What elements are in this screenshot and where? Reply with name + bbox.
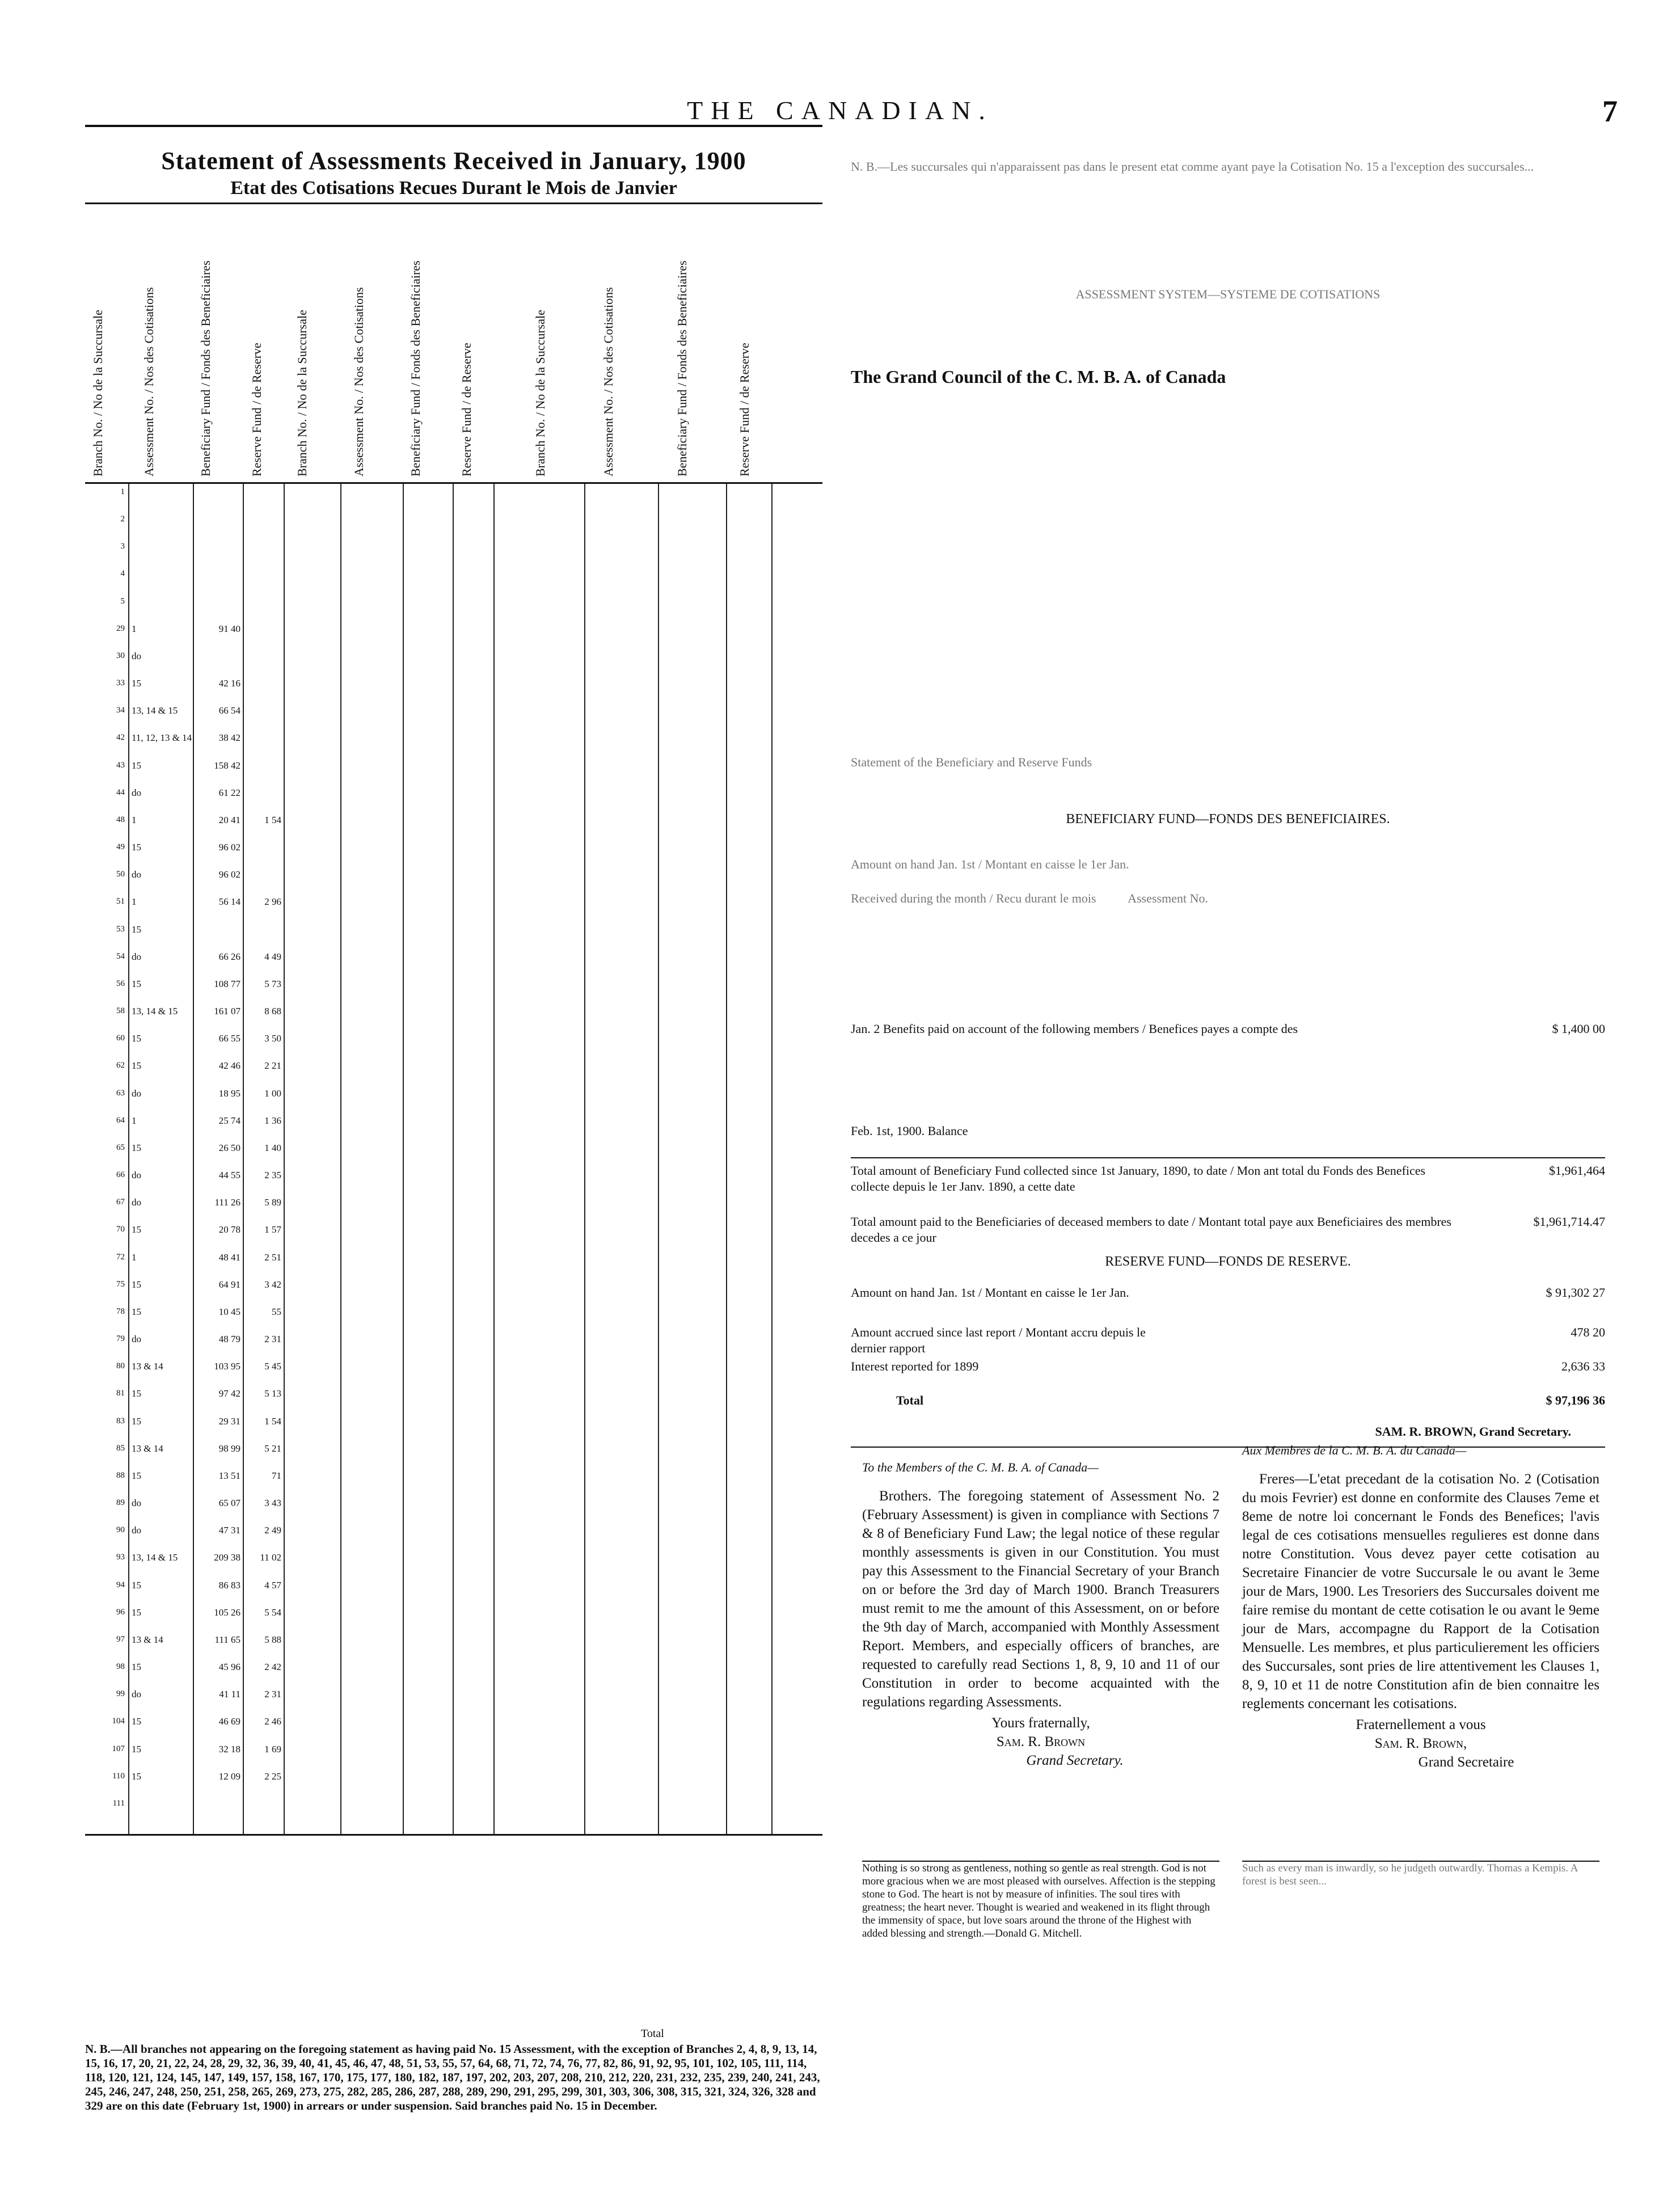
total-collected-label: Total amount of Beneficiary Fund collected since 1st January, 1890, to date / Mon ant total du Fonds des Benefices collecte depuis le 1er Janv. 1890, a cette date (851, 1163, 1426, 1194)
nb-note: N. B.—All branches not appearing on the foregoing statement as having paid No. 15 Assessment, with the exception of Branches 2, 4, 8, 9, 13, 14, 15, 16, 17, 20, 21, 22, 24, 28, 29, 32, 36, 39, 40, 41, 45, 46, 47, 48, 51, 53, 55, 57, 64, 68, 71, 72, 74, 76, 77, 82, 86, 91, 92, 95, 101, 102, 105, 111, 114, 118, 120, 121, 124, 145, 147, 149, 157, 158, 167, 170, 175, 177, 180, 182, 187, 197, 202, 203, 207, 208, 210, 212, 220, 231, 232, 235, 239, 240, 241, 243, 245, 246, 247, 248, 250, 251, 258, 265, 269, 273, 275, 282, 285, 286, 287, 288, 289, 290, 291, 295, 299, 301, 303, 306, 308, 315, 321, 324, 326, 328 and 329 are on this date (February 1st, 1900) in arrears or under suspension. Said branches paid No. 15 in December. (85, 2042, 820, 2112)
reserve-fund-cell: 2 25 (264, 1771, 281, 1782)
beneficiary-fund-cell: 26 50 (218, 1142, 240, 1153)
beneficiary-fund-cell: 48 79 (218, 1334, 240, 1344)
table-row (85, 705, 822, 716)
branch-no-cell: 70 (116, 1225, 125, 1234)
table-row (85, 1743, 822, 1755)
total-paid-line (851, 1214, 1605, 1246)
branch-no-cell: 66 (116, 1170, 125, 1179)
res-line-amount: 478 20 (1571, 1325, 1605, 1339)
assessment-no-cell: 15 (132, 1771, 141, 1782)
branch-no-cell: 111 (112, 1799, 125, 1808)
col-header: Branch No. / No de la Succursale (91, 310, 105, 476)
quote-box-left: Nothing is so strong as gentleness, nothing so gentle as real strength. God is not more gracious when we are most pleased with ourselves. Affection is the stepping stone to God. The heart is not by measure of infinities. The soul tires with greatness; the heart never. Thought is wearied and weakened in its flight through the immensity of space, but love soars around the throne of the Highest with added blessing and strength.—Donald G. Mitchell. (862, 1861, 1219, 1940)
table-row (85, 951, 822, 963)
letter-en-title: Grand Secretary. (1026, 1753, 1124, 1768)
ben-line-amount: Assessment No. (1128, 891, 1208, 905)
table-row (85, 623, 822, 635)
table-row (85, 1661, 822, 1673)
table-row (85, 1579, 822, 1591)
assessment-no-cell: 15 (132, 1470, 141, 1481)
beneficiary-fund-cell: 42 46 (218, 1060, 240, 1071)
branch-no-cell: 54 (116, 952, 125, 961)
branch-no-cell: 97 (116, 1635, 125, 1644)
beneficiary-fund-cell: 12 09 (218, 1771, 240, 1782)
assessment-no-cell: do (132, 1170, 141, 1180)
branch-no-cell: 62 (116, 1061, 125, 1070)
table-row (85, 1497, 822, 1509)
table-row (85, 541, 822, 553)
table-row (85, 1551, 822, 1563)
reserve-fund-cell: 1 36 (264, 1115, 281, 1126)
table-row (85, 677, 822, 689)
total-collected-line (851, 1163, 1605, 1195)
total-paid-amount: $1,961,714.47 (1533, 1215, 1605, 1229)
ben-line (851, 857, 1605, 872)
table-row (85, 1715, 822, 1727)
table-row (85, 1606, 822, 1618)
table-row (85, 513, 822, 525)
table-row (85, 868, 822, 880)
reserve-fund-cell: 11 02 (260, 1552, 281, 1563)
branch-no-cell: 81 (116, 1389, 125, 1398)
col-header: Branch No. / No de la Succursale (533, 310, 547, 476)
beneficiary-fund-cell: 20 41 (218, 815, 240, 825)
assessment-no-cell: do (132, 1088, 141, 1099)
res-total-line (851, 1393, 1605, 1409)
beneficiary-fund-cell: 97 42 (218, 1388, 240, 1399)
assessment-no-cell: 13 & 14 (132, 1443, 163, 1454)
table-row (85, 1470, 822, 1482)
beneficiary-fund-cell: 25 74 (218, 1115, 240, 1126)
table-row (85, 787, 822, 799)
letter-en-name: Sam. R. Brown (996, 1734, 1086, 1749)
assessment-no-cell: do (132, 1498, 141, 1508)
table-row (85, 1060, 822, 1072)
branch-no-cell: 65 (116, 1143, 125, 1152)
assessment-no-cell: 13, 14 & 15 (132, 1552, 178, 1563)
beneficiary-fund-cell: 38 42 (218, 732, 240, 743)
assessment-no-cell: 1 (132, 623, 137, 634)
beneficiary-fund-cell: 41 11 (219, 1689, 240, 1700)
assessment-no-cell: 15 (132, 924, 141, 935)
branch-no-cell: 58 (116, 1006, 125, 1015)
table-row (85, 841, 822, 853)
beneficiary-fund-cell: 98 99 (218, 1443, 240, 1454)
beneficiary-fund-cell: 209 38 (214, 1552, 240, 1563)
beneficiary-fund-cell: 66 26 (218, 951, 240, 962)
branch-no-cell: 3 (120, 542, 125, 551)
reserve-fund-cell: 5 73 (264, 979, 281, 989)
branch-no-cell: 110 (112, 1772, 125, 1781)
reserve-fund-cell: 4 49 (264, 951, 281, 962)
table-row (85, 1360, 822, 1372)
res-line (851, 1285, 1605, 1301)
branch-no-cell: 50 (116, 870, 125, 879)
statement-heading: Statement of the Beneficiary and Reserve Funds (851, 755, 1092, 769)
table-row (85, 1688, 822, 1700)
branch-no-cell: 107 (112, 1744, 125, 1753)
branch-no-cell: 2 (120, 515, 125, 524)
reserve-fund-cell: 8 68 (264, 1006, 281, 1017)
table-row (85, 1279, 822, 1291)
ben-line-label: Received during the month / Recu durant le mois (851, 891, 1096, 905)
reserve-heading: RESERVE FUND—FONDS DE RESERVE. (1105, 1254, 1351, 1269)
beneficiary-fund-cell: 111 26 (214, 1197, 240, 1208)
reserve-fund-cell: 4 57 (264, 1580, 281, 1591)
benefits-paid-line (851, 1021, 1605, 1037)
faded-notice: N. B.—Les succursales qui n'apparaissent pas dans le present etat comme ayant paye la Cotisation No. 15 a l'exception des succursales... (851, 159, 1534, 174)
benefits-paid-amount: $ 1,400 00 (1552, 1022, 1605, 1036)
reserve-fund-cell: 2 35 (264, 1170, 281, 1180)
benefits-paid-label: Jan. 2 Benefits paid on account of the following members / Benefices payes a compte des (851, 1022, 1298, 1036)
branch-no-cell: 83 (116, 1416, 125, 1426)
reserve-fund-cell: 2 21 (264, 1060, 281, 1071)
branch-no-cell: 90 (116, 1525, 125, 1534)
letter-fr-body: Freres—L'etat precedant de la cotisation No. 2 (Cotisation du mois Fevrier) est donne en conformite des Clauses 7eme et 8eme de notre loi concernant le Fonds des Benefices; l'avis legal de ces cotisations mensuelles regulieres est donne dans notre Constitution. Vous devez payer cette cotisation au Secretaire Financier de votre Succursale le ou avant le 3eme jour de Mars, 1900. Les Tresoriers des Succursales doivent me faire remise du montant de cette cotisation le ou avant le 9eme jour de Mars, accompagne du Rapport de la Cotisation Mensuelle. Les membres, et plus particulierement les officiers des Succursales, sont pries de lire attentivement les Clauses 1, 8, 9, 10 et 11 de notre Constitution afin de bien connaitre les reglements concernant les cotisations. (1242, 1471, 1599, 1711)
assessment-no-cell: 15 (132, 1279, 141, 1290)
beneficiary-fund-cell: 32 18 (218, 1744, 240, 1755)
masthead: THE CANADIAN. (687, 96, 993, 125)
letter-fr-title: Grand Secretaire (1418, 1755, 1514, 1770)
branch-no-cell: 96 (116, 1608, 125, 1617)
table-row (85, 1415, 822, 1427)
assessment-no-cell: 15 (132, 1060, 141, 1071)
assessment-no-cell: 15 (132, 678, 141, 689)
assessment-no-cell: 15 (132, 842, 141, 853)
table-row (85, 1443, 822, 1454)
letter-fr-to: Aux Membres de la C. M. B. A. du Canada— (1242, 1443, 1467, 1457)
assessment-no-cell: 15 (132, 1306, 141, 1317)
beneficiary-fund-cell: 96 02 (218, 869, 240, 880)
beneficiary-fund-cell: 48 41 (218, 1252, 240, 1263)
reserve-fund-cell: 5 89 (264, 1197, 281, 1208)
table-row (85, 1770, 822, 1782)
letter-fr-name: Sam. R. Brown, (1374, 1736, 1467, 1751)
assessment-no-cell: 15 (132, 1607, 141, 1618)
branch-no-cell: 89 (116, 1498, 125, 1507)
col-header: Beneficiary Fund / Fonds des Beneficiaires (675, 260, 689, 476)
assessment-no-cell: do (132, 1334, 141, 1344)
reserve-fund-cell: 5 21 (264, 1443, 281, 1454)
beneficiary-fund-cell: 20 78 (218, 1224, 240, 1235)
col-header: Assessment No. / Nos des Cotisations (142, 287, 156, 476)
assessment-no-cell: 15 (132, 1388, 141, 1399)
branch-no-cell: 34 (116, 706, 125, 715)
assessment-no-cell: 15 (132, 1224, 141, 1235)
statement-title: Statement of Assessments Received in January, 1900 (161, 147, 746, 175)
table-row (85, 978, 822, 990)
reserve-fund-cell: 3 43 (264, 1498, 281, 1508)
assessment-no-cell: 1 (132, 896, 137, 907)
res-line (851, 1359, 1605, 1374)
beneficiary-fund-cell: 18 95 (218, 1088, 240, 1099)
table-row (85, 1634, 822, 1646)
table-row (85, 596, 822, 608)
branch-no-cell: 88 (116, 1471, 125, 1480)
page-number: 7 (1602, 94, 1618, 128)
branch-no-cell: 33 (116, 678, 125, 688)
res-line (851, 1325, 1605, 1356)
assessment-no-cell: 15 (132, 760, 141, 771)
table-row (85, 760, 822, 771)
col-header: Assessment No. / Nos des Cotisations (601, 287, 615, 476)
beneficiary-fund-cell: 111 65 (214, 1634, 240, 1645)
branch-no-cell: 99 (116, 1689, 125, 1698)
table-row (85, 924, 822, 935)
beneficiary-fund-cell: 64 91 (218, 1279, 240, 1290)
res-line-amount: $ 91,302 27 (1546, 1285, 1605, 1300)
assessment-no-cell: 15 (132, 979, 141, 989)
assessment-no-cell: 13, 14 & 15 (132, 1006, 178, 1017)
branch-no-cell: 49 (116, 842, 125, 851)
branch-no-cell: 94 (116, 1580, 125, 1589)
table-row (85, 650, 822, 662)
assessment-no-cell: 15 (132, 1662, 141, 1672)
branch-no-cell: 64 (116, 1116, 125, 1125)
branch-no-cell: 78 (116, 1307, 125, 1316)
letter-en-to: To the Members of the C. M. B. A. of Canada— (862, 1460, 1099, 1474)
letter-en-body: Brothers. The foregoing statement of Assessment No. 2 (February Assessment) is given in compliance with Sections 7 & 8 of Beneficiary Fund Law; the legal notice of these regular monthly assessments is given in our Constitution. You must pay this Assessment to the Financial Secretary of your Branch on or before the 3rd day of March 1900. Branch Treasurers must remit to me the amount of this Assessment, on or before the 9th day of March, accompanied with Monthly Assessment Report. Members, and especially officers of branches, are requested to carefully read Sections 1, 8, 9, 10 and 11 of our Constitution in order to become acquainted with the regulations regarding Assessments. (862, 1488, 1219, 1710)
reserve-fund-cell: 2 42 (264, 1662, 281, 1672)
beneficiary-fund-cell: 44 55 (218, 1170, 240, 1180)
beneficiary-fund-cell: 96 02 (218, 842, 240, 853)
reserve-fund-cell: 5 13 (264, 1388, 281, 1399)
assessment-no-cell: do (132, 787, 141, 798)
branch-no-cell: 5 (120, 597, 125, 606)
reserve-fund-cell: 1 69 (264, 1744, 281, 1755)
reserve-fund-cell: 5 88 (264, 1634, 281, 1645)
reserve-fund-cell: 2 31 (264, 1689, 281, 1700)
branch-no-cell: 93 (116, 1553, 125, 1562)
table-row (85, 1142, 822, 1154)
branch-no-cell: 43 (116, 761, 125, 770)
letter-en-closing: Yours fraternally, (991, 1715, 1090, 1731)
reserve-fund-cell: 1 54 (264, 815, 281, 825)
col-header: Reserve Fund / de Reserve (250, 343, 264, 476)
reserve-fund-cell: 1 57 (264, 1224, 281, 1235)
reserve-fund-cell: 2 49 (264, 1525, 281, 1536)
assessment-statement (85, 125, 822, 2039)
reserve-fund-cell: 1 00 (264, 1088, 281, 1099)
branch-no-cell: 30 (116, 651, 125, 660)
quote-box-right: Such as every man is inwardly, so he judgeth outwardly. Thomas a Kempis. A forest is best seen... (1242, 1861, 1599, 1888)
table-row (85, 732, 822, 744)
reserve-fund-cell: 2 51 (264, 1252, 281, 1263)
res-line-label: Amount accrued since last report / Montant accru depuis le dernier rapport (851, 1325, 1146, 1355)
col-header: Reserve Fund / de Reserve (459, 343, 474, 476)
assessment-no-cell: 1 (132, 1252, 137, 1263)
beneficiary-fund-cell: 66 55 (218, 1033, 240, 1044)
assessment-no-cell: do (132, 1525, 141, 1536)
branch-no-cell: 104 (112, 1717, 125, 1726)
branch-no-cell: 51 (116, 897, 125, 906)
col-header: Beneficiary Fund / Fonds des Beneficiaires (408, 260, 423, 476)
beneficiary-fund-cell: 103 95 (214, 1361, 240, 1372)
statement-subtitle: Etat des Cotisations Recues Durant le Mois de Janvier (85, 178, 822, 204)
beneficiary-fund-cell: 29 31 (218, 1416, 240, 1427)
reserve-fund-cell: 5 45 (264, 1361, 281, 1372)
assessment-no-cell: do (132, 1197, 141, 1208)
assessment-no-cell: 13, 14 & 15 (132, 705, 178, 716)
branch-no-cell: 72 (116, 1253, 125, 1262)
total-label: Total (641, 2027, 664, 2040)
right-column (851, 159, 1605, 1985)
balance-label: Feb. 1st, 1900. Balance (851, 1124, 968, 1138)
beneficiary-fund-cell: 158 42 (214, 760, 240, 771)
assessment-no-cell: do (132, 1689, 141, 1700)
table-row (85, 1798, 822, 1810)
letter-fr-closing: Fraternellement a vous (1356, 1717, 1486, 1732)
res-line-label: Interest reported for 1899 (851, 1359, 979, 1373)
res-total-label: Total (896, 1393, 924, 1407)
reserve-fund-cell: 71 (272, 1470, 281, 1481)
res-line-label: Amount on hand Jan. 1st / Montant en caisse le 1er Jan. (851, 1285, 1129, 1300)
col-header: Assessment No. / Nos des Cotisations (352, 287, 366, 476)
table-row (85, 1032, 822, 1044)
branch-no-cell: 44 (116, 788, 125, 797)
table-row (85, 1115, 822, 1127)
table-row (85, 1224, 822, 1235)
branch-no-cell: 80 (116, 1361, 125, 1371)
table-row (85, 1087, 822, 1099)
reserve-fund-cell: 5 54 (264, 1607, 281, 1618)
reserve-fund-cell: 3 42 (264, 1279, 281, 1290)
grand-council-heading: The Grand Council of the C. M. B. A. of Canada (851, 366, 1226, 387)
beneficiary-fund-cell: 10 45 (218, 1306, 240, 1317)
branch-no-cell: 85 (116, 1444, 125, 1453)
table-row (85, 1005, 822, 1017)
res-total-amount: $ 97,196 36 (1546, 1393, 1605, 1407)
table-row (85, 1196, 822, 1208)
assessment-no-cell: 13 & 14 (132, 1361, 163, 1372)
reserve-fund-cell: 1 40 (264, 1142, 281, 1153)
branch-no-cell: 60 (116, 1034, 125, 1043)
table-row (85, 1388, 822, 1399)
branch-no-cell: 29 (116, 624, 125, 633)
total-collected-amount: $1,961,464 (1549, 1163, 1605, 1178)
branch-no-cell: 42 (116, 733, 125, 742)
branch-no-cell: 75 (116, 1280, 125, 1289)
assessment-no-cell: 1 (132, 815, 137, 825)
branch-no-cell: 4 (120, 569, 125, 578)
assessment-no-cell: 15 (132, 1716, 141, 1727)
table-row (85, 1251, 822, 1263)
assessment-no-cell: 15 (132, 1744, 141, 1755)
table-row (85, 1169, 822, 1181)
assessment-no-cell: 13 & 14 (132, 1634, 163, 1645)
table-row (85, 486, 822, 498)
table-row (85, 568, 822, 580)
beneficiary-fund-cell: 65 07 (218, 1498, 240, 1508)
ben-line-label: Amount on hand Jan. 1st / Montant en caisse le 1er Jan. (851, 857, 1129, 871)
reserve-fund-cell: 55 (272, 1306, 281, 1317)
beneficiary-fund-cell: 42 16 (218, 678, 240, 689)
beneficiary-fund-cell: 108 77 (214, 979, 240, 989)
column-headers (85, 204, 822, 484)
beneficiary-fund-cell: 45 96 (218, 1662, 240, 1672)
table-row (85, 814, 822, 826)
letter-french (1242, 1441, 1599, 1772)
beneficiary-fund-cell: 86 83 (218, 1580, 240, 1591)
table-row (85, 1306, 822, 1318)
assessment-no-cell: 15 (132, 1416, 141, 1427)
assessment-no-cell: do (132, 651, 141, 661)
balance-line (851, 1123, 1605, 1139)
beneficiary-fund-cell: 61 22 (218, 787, 240, 798)
beneficiary-fund-cell: 47 31 (218, 1525, 240, 1536)
assessment-no-cell: do (132, 951, 141, 962)
beneficiary-fund-cell: 91 40 (218, 623, 240, 634)
assessment-no-cell: 11, 12, 13 & 14 (132, 732, 192, 743)
table-row (85, 1524, 822, 1536)
total-paid-label: Total amount paid to the Beneficiaries of deceased members to date / Montant total paye aux Beneficiaires des membres decedes a ce jour (851, 1215, 1451, 1245)
beneficiary-fund-cell: 161 07 (214, 1006, 240, 1017)
branch-no-cell: 56 (116, 979, 125, 988)
branch-no-cell: 67 (116, 1197, 125, 1207)
col-header: Beneficiary Fund / Fonds des Beneficiaires (199, 260, 213, 476)
res-line-amount: 2,636 33 (1561, 1359, 1605, 1373)
col-header: Reserve Fund / de Reserve (737, 343, 752, 476)
statement-table (85, 484, 822, 1836)
beneficiary-fund-cell: 13 51 (218, 1470, 240, 1481)
system-heading: ASSESSMENT SYSTEM—SYSTEME DE COTISATIONS (1075, 287, 1381, 301)
ben-line (851, 891, 1605, 906)
branch-no-cell: 98 (116, 1662, 125, 1671)
branch-no-cell: 48 (116, 815, 125, 824)
reserve-fund-cell: 1 54 (264, 1416, 281, 1427)
letter-english (862, 1458, 1219, 1770)
beneficiary-fund-cell: 66 54 (218, 705, 240, 716)
table-row (85, 1333, 822, 1345)
beneficiary-heading: BENEFICIARY FUND—FONDS DES BENEFICIAIRES. (1066, 812, 1390, 826)
reserve-fund-cell: 3 50 (264, 1033, 281, 1044)
reserve-fund-cell: 2 31 (264, 1334, 281, 1344)
table-row (85, 896, 822, 908)
branch-no-cell: 53 (116, 925, 125, 934)
reserve-fund-cell: 2 46 (264, 1716, 281, 1727)
branch-no-cell: 63 (116, 1089, 125, 1098)
reserve-fund-cell: 2 96 (264, 896, 281, 907)
assessment-no-cell: 15 (132, 1033, 141, 1044)
beneficiary-fund-cell: 56 14 (218, 896, 240, 907)
branch-no-cell: 79 (116, 1334, 125, 1343)
beneficiary-fund-cell: 46 69 (218, 1716, 240, 1727)
assessment-no-cell: 15 (132, 1580, 141, 1591)
beneficiary-fund-cell: 105 26 (214, 1607, 240, 1618)
signature-line: SAM. R. BROWN, Grand Secretary. (1375, 1424, 1571, 1439)
assessment-no-cell: 1 (132, 1115, 137, 1126)
branch-no-cell: 1 (120, 487, 125, 496)
col-header: Branch No. / No de la Succursale (295, 310, 309, 476)
assessment-no-cell: 15 (132, 1142, 141, 1153)
assessment-no-cell: do (132, 869, 141, 880)
